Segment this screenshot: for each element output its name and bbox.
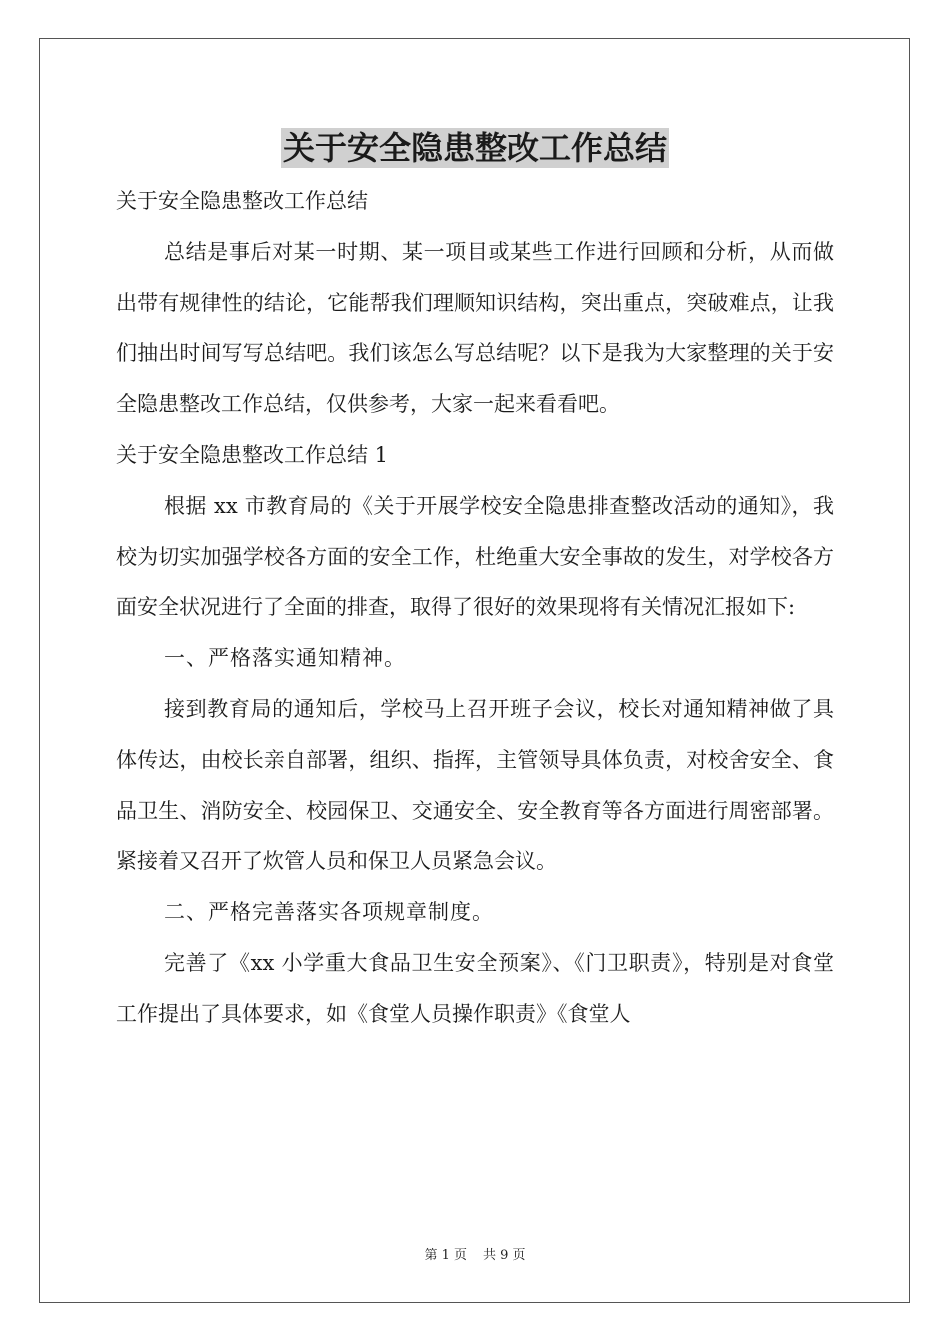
paragraph-subtitle: 关于安全隐患整改工作总结	[116, 189, 368, 213]
paragraph-heading-2: 二、严格完善落实各项规章制度。	[164, 900, 494, 925]
document-title: 关于安全隐患整改工作总结	[282, 129, 667, 167]
paragraph-background: 根据 xx 市教育局的《关于开展学校安全隐患排查整改活动的通知》，我校为切实加强学校各方面的安全工作，杜绝重大安全事故的发生，对学校各方面安全状况进行了全面的排查，取得了很好的效果现将有关情况汇报如下:	[116, 493, 834, 620]
paragraph-implementation: 接到教育局的通知后，学校马上召开班子会议，校长对通知精神做了具体传达，由校长亲自部署，组织、指挥，主管领导具体负责，对校舍安全、食品卫生、消防安全、校园保卫、交通安全、安全教育等各方面进行周密部署。紧接着又召开了炊管人员和保卫人员紧急会议。	[116, 696, 834, 874]
page-footer	[0, 1246, 950, 1266]
document-body	[116, 176, 834, 1040]
page-number: 第 1 页	[424, 1248, 467, 1263]
paragraph-regulations: 完善了《xx 小学重大食品卫生安全预案》、《门卫职责》，特别是对食堂工作提出了具体要求，如《食堂人员操作职责》《食堂人	[116, 950, 834, 1026]
paragraph-intro: 总结是事后对某一时期、某一项目或某些工作进行回顾和分析，从而做出带有规律性的结论，它能帮我们理顺知识结构，突出重点，突破难点，让我们抽出时间写写总结吧。我们该怎么写总结呢？以下是我为大家整理的关于安全隐患整改工作总结，仅供参考，大家一起来看看吧。	[116, 239, 834, 417]
paragraph-section-heading: 关于安全隐患整改工作总结 1	[116, 442, 389, 467]
page-total: 共 9 页	[483, 1248, 526, 1263]
title-container	[0, 128, 950, 168]
paragraph-heading-1: 一、严格落实通知精神。	[164, 646, 406, 671]
